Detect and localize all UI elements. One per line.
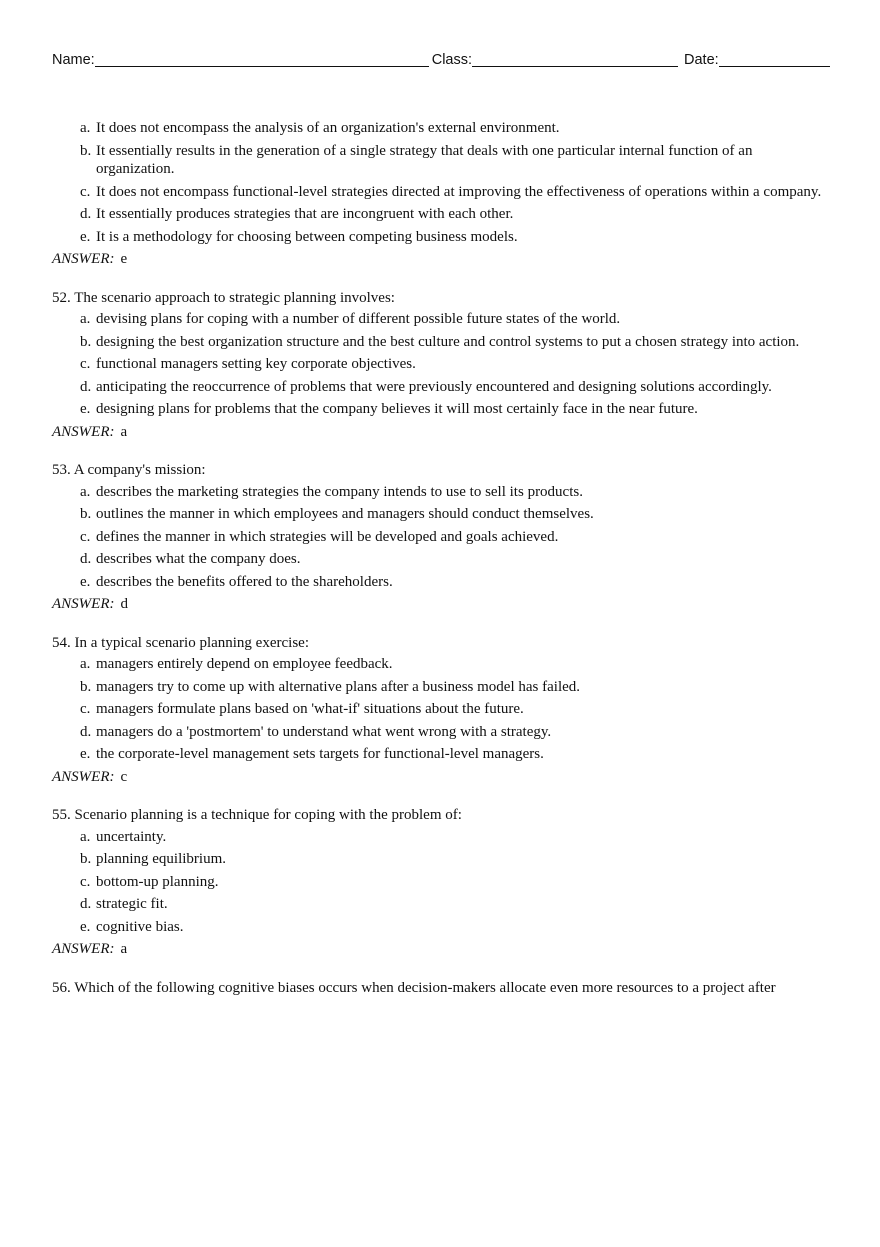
- option-letter: e.: [80, 573, 91, 590]
- question-text: The scenario approach to strategic planning involves:: [74, 289, 395, 306]
- option-list: [52, 119, 832, 246]
- option-d: [80, 205, 832, 224]
- option-letter: c.: [80, 873, 91, 890]
- option-b: [80, 333, 832, 352]
- question-number: 54.: [52, 634, 71, 651]
- option-letter: e.: [80, 228, 91, 245]
- option-letter: d.: [80, 551, 92, 567]
- answer-line: [52, 250, 832, 269]
- question-text: Which of the following cognitive biases occurs when decision-makers allocate even more resources to a project after: [74, 979, 776, 996]
- option-letter: a.: [80, 483, 91, 500]
- option-a: [80, 483, 832, 502]
- question-number: 55.: [52, 807, 71, 823]
- answer-line: [52, 423, 832, 442]
- option-letter: a.: [80, 828, 91, 845]
- option-letter: e.: [80, 918, 91, 935]
- name-label: Name:: [52, 52, 95, 68]
- option-text: It essentially results in the generation of a single strategy that deals with one particular internal function of an organization.: [96, 142, 753, 177]
- option-text: describes the benefits offered to the shareholders.: [96, 573, 393, 590]
- option-text: the corporate-level management sets targets for functional-level managers.: [96, 746, 544, 762]
- option-b: [80, 142, 832, 179]
- option-list: [52, 310, 832, 419]
- option-d: [80, 378, 832, 397]
- option-text: It is a methodology for choosing between competing business models.: [96, 228, 518, 245]
- name-field-line: [95, 52, 429, 67]
- question-stem: [52, 979, 832, 998]
- answer-label: ANSWER:: [52, 251, 115, 267]
- question-number: 52.: [52, 289, 71, 306]
- option-text: uncertainty.: [96, 828, 167, 845]
- option-c: [80, 183, 832, 202]
- option-text: It essentially produces strategies that are incongruent with each other.: [96, 206, 514, 222]
- question-52: [52, 289, 832, 442]
- option-d: [80, 895, 832, 914]
- question-text: In a typical scenario planning exercise:: [74, 634, 309, 651]
- option-c: [80, 355, 832, 374]
- option-text: defines the manner in which strategies will be developed and goals achieved.: [96, 528, 559, 545]
- option-e: [80, 573, 832, 592]
- option-text: managers formulate plans based on 'what-if' situations about the future.: [96, 701, 524, 717]
- option-c: [80, 873, 832, 892]
- option-letter: b.: [80, 506, 92, 522]
- option-text: describes the marketing strategies the company intends to use to sell its products.: [96, 483, 583, 500]
- answer-line: [52, 595, 832, 614]
- answer-value: a: [120, 423, 128, 440]
- question-text: A company's mission:: [73, 462, 206, 478]
- question-stem: [52, 806, 832, 825]
- option-letter: d.: [80, 896, 92, 912]
- option-text: anticipating the reoccurrence of problems that were previously encountered and designing solutions accordingly.: [96, 378, 772, 395]
- option-d: [80, 723, 832, 742]
- option-b: [80, 505, 832, 524]
- option-text: managers do a 'postmortem' to understand what went wrong with a strategy.: [96, 723, 552, 740]
- option-text: designing the best organization structure and the best culture and control systems to put a chosen strategy into action.: [96, 333, 800, 350]
- option-a: [80, 655, 832, 674]
- option-letter: b.: [80, 851, 92, 867]
- option-d: [80, 550, 832, 569]
- option-c: [80, 528, 832, 547]
- worksheet-header: [52, 51, 830, 69]
- option-letter: b.: [80, 333, 92, 350]
- option-text: devising plans for coping with a number of different possible future states of the world.: [96, 311, 621, 327]
- answer-line: [52, 940, 832, 959]
- option-letter: b.: [80, 678, 92, 695]
- option-text: functional managers setting key corporate objectives.: [96, 356, 416, 372]
- option-text: describes what the company does.: [96, 551, 301, 567]
- answer-label: ANSWER:: [52, 941, 115, 957]
- option-letter: d.: [80, 723, 92, 740]
- option-text: managers try to come up with alternative plans after a business model has failed.: [96, 678, 581, 695]
- answer-label: ANSWER:: [52, 768, 115, 785]
- date-field-line: [719, 52, 830, 67]
- option-text: It does not encompass functional-level strategies directed at improving the effectiveness of operations within a company.: [96, 183, 822, 200]
- answer-value: d: [120, 596, 128, 612]
- class-label: Class:: [431, 52, 473, 68]
- option-text: It does not encompass the analysis of an organization's external environment.: [96, 120, 560, 136]
- option-list: [52, 828, 832, 937]
- option-b: [80, 850, 832, 869]
- option-letter: c.: [80, 701, 91, 717]
- option-e: [80, 228, 832, 247]
- option-letter: a.: [80, 120, 91, 136]
- option-text: planning equilibrium.: [96, 851, 226, 867]
- answer-label: ANSWER:: [52, 423, 115, 440]
- option-letter: c.: [80, 183, 91, 200]
- option-b: [80, 678, 832, 697]
- option-e: [80, 918, 832, 937]
- question-stem: [52, 461, 832, 480]
- question-number: 56.: [52, 979, 71, 996]
- option-letter: e.: [80, 746, 91, 762]
- question-number: 53.: [52, 462, 71, 478]
- option-text: cognitive bias.: [96, 918, 184, 935]
- option-letter: a.: [80, 311, 91, 327]
- date-label: Date:: [684, 52, 719, 68]
- question-55: [52, 806, 832, 959]
- answer-value: a: [120, 941, 128, 957]
- option-text: outlines the manner in which employees and managers should conduct themselves.: [96, 506, 594, 522]
- option-list: [52, 655, 832, 764]
- option-a: [80, 310, 832, 329]
- option-letter: a.: [80, 656, 91, 672]
- answer-value: c: [120, 768, 128, 785]
- option-a: [80, 119, 832, 138]
- question-list: [52, 119, 832, 1000]
- question-51-continued: [52, 119, 832, 269]
- question-text: Scenario planning is a technique for coping with the problem of:: [74, 807, 462, 823]
- option-letter: b.: [80, 142, 92, 159]
- option-letter: e.: [80, 401, 91, 417]
- question-stem: [52, 289, 832, 308]
- class-field-line: [472, 52, 678, 67]
- option-list: [52, 483, 832, 592]
- question-54: [52, 634, 832, 787]
- option-letter: c.: [80, 356, 91, 372]
- option-letter: c.: [80, 528, 91, 545]
- question-53: [52, 461, 832, 614]
- option-text: bottom-up planning.: [96, 873, 219, 890]
- option-letter: d.: [80, 206, 92, 222]
- option-e: [80, 400, 832, 419]
- answer-line: [52, 768, 832, 787]
- answer-value: e: [120, 251, 128, 267]
- option-letter: d.: [80, 378, 92, 395]
- question-stem: [52, 634, 832, 653]
- option-a: [80, 828, 832, 847]
- option-c: [80, 700, 832, 719]
- option-text: managers entirely depend on employee feedback.: [96, 656, 393, 672]
- option-text: strategic fit.: [96, 896, 168, 912]
- option-text: designing plans for problems that the company believes it will most certainly face in the near future.: [96, 401, 698, 417]
- option-e: [80, 745, 832, 764]
- question-56: [52, 979, 832, 998]
- answer-label: ANSWER:: [52, 596, 115, 612]
